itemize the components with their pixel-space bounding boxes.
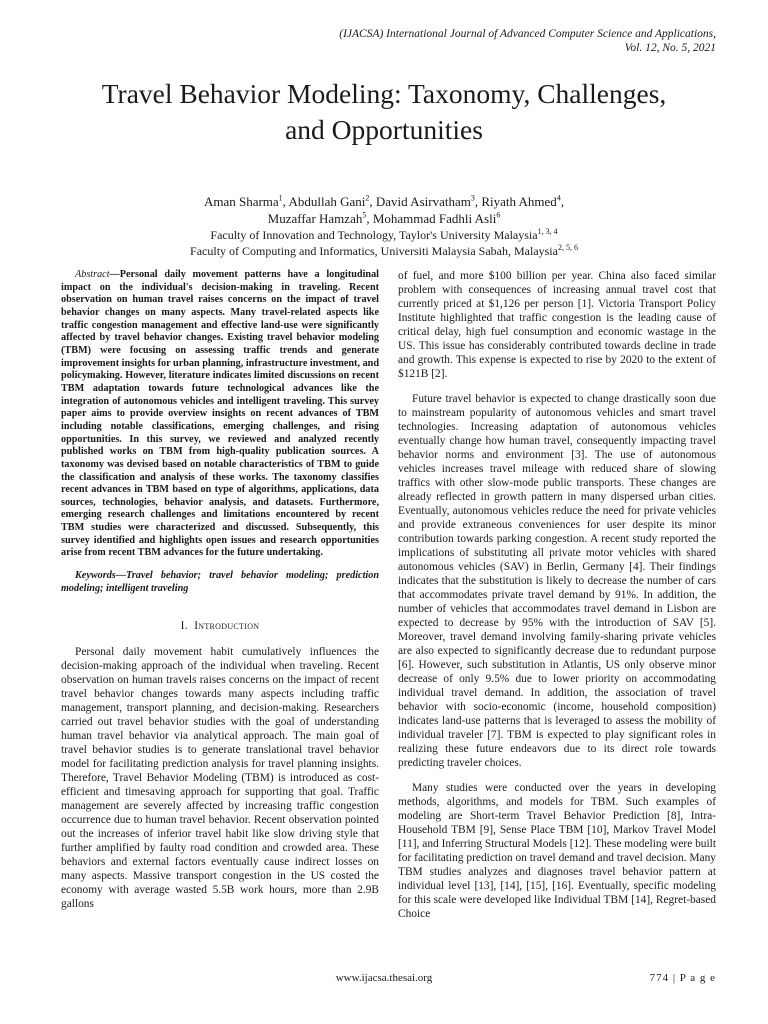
abstract [61, 269, 379, 560]
right-column [398, 269, 716, 921]
keywords: Keywords—Travel behavior; travel behavior modeling; prediction modeling; intelligent traveling [61, 570, 379, 594]
footer-url: www.ijacsa.thesai.org [335, 972, 433, 984]
body-paragraph: Personal daily movement habit cumulatively influences the decision-making approach of the individual when traveling. Recent observation on human travels raises concerns on the impact of recent travel behavior changes towards many aspects including traffic management, transport planning, and decision-making. Researchers carried out travel behavior studies with the goal of understanding human travel behavior via analytical approach. The main goal of travel behavior studies is to generate translational travel behavior model for facilitating prediction analysis for travel planning insights. Therefore, Travel Behavior Modeling (TBM) is introduced as cost-efficient and timesaving approach for supporting that goal. Traffic management are severely affected by increasing traffic congestion occurrence due to human travel behavior. Recent observation pointed out the increases of inferior travel habit like slow driving style that further amplified by faulty road condition and crowded area. These behaviors and external factors eventually cause indirect losses on many aspects. Massive transport congestion in the US costed the economy with average wasted 5.5B work hours, more than 2.9B gallons [61, 646, 379, 911]
author-sup: 1 [278, 193, 283, 203]
affiliation-sup: 2, 5, 6 [557, 243, 578, 252]
section-number: I. [180, 620, 188, 633]
author-list [60, 193, 708, 227]
journal-header [256, 27, 716, 55]
page-number: 774 | P a g e [649, 972, 716, 984]
affiliation-sup: 1, 3, 4 [537, 227, 558, 236]
body-paragraph: Future travel behavior is expected to change drastically soon due to mainstream popularity of autonomous vehicles and smart travel technologies. Increasing adaptation of autonomous vehicles eventually change how human travel, consequently impacting travel behavior norms and environment [3]. The use of autonomous vehicles increases travel mileage with reduced share of slowing traffics with other slow-mode public transports. These changes are already reflected in growth pattern in many dispersed urban cities. Eventually, autonomous vehicles reduce the need for private vehicles and provide extraneous conveniences for user despite its minor contribution towards parking congestion. A recent study reported the implications of substituting all private motor vehicles with shared autonomous vehicles (SAV) in Berlin, Germany [4]. Their findings indicates that the substitution is likely to decrease the number of cars that accommodates private travel demand by 91%. In addition, the number of vehicles that accommodates travel demand in Lisbon are expected to decrease by 95% with the introduction of SAV [5]. Moreover, travel demand involving family-sharing private vehicles are also expected to significantly decrease due to redundant purpose [6]. However, such substitution in Atlantis, US only observe minor decrease of only 9.5% due to lower priority on accommodating individual travel demand. In addition, the association of travel behavior with socio-economic (income, household composition) indicates land-use patterns that is leveraged to assess the mobility of individual traveler [7]. TBM is expected to play significant roles in realizing these future endeavors due to its direct role towards predicting traveler choices. [398, 393, 716, 769]
journal-volume: Vol. 12, No. 5, 2021 [624, 42, 716, 54]
affiliation-text: Faculty of Computing and Informatics, Universiti Malaysia Sabah, Malaysia [190, 244, 558, 258]
author-name: Abdullah Gani [288, 194, 366, 209]
author-sup: 4 [556, 193, 561, 203]
abstract-text: —Personal daily movement patterns have a longitudinal impact on the individual's decision-making in traveling. Recent observation on human travel raises concerns on the impact of travel behavior changes on many aspects. Many travel-related aspects like traffic congestion management and effective land-use were significantly affected by travel behavior changes. Existing travel behavior modeling (TBM) were focusing on assessing traffic trends and generate improvement insights for urban planning, infrastructure investment, and policymaking. However, literature indicates limited discussions on recent TBM adaptation towards future technological advances like the integration of autonomous vehicles and intelligent traveling. This survey paper aims to provide overview insights on recent advances of TBM including notable classifications, emerging challenges, and rising opportunities. In this survey, we reviewed and analyzed recently published works on TBM from high-quality publication sources. A taxonomy was devised based on notable characteristics of TBM to guide the classification and analysis of these works. The taxonomy classifies recent advances in TBM based on type of algorithms, applications, data sources, technologies, behavior analysis, and datasets. Furthermore, emerging research challenges and limitations encountered by recent TBM studies were characterized and discussed. Subsequently, this survey identified and highlights open issues and research opportunities arise from recent TBM advances for the future undertaking. [61, 269, 379, 559]
abstract-label: Abstract [75, 269, 110, 280]
author-name: Mohammad Fadhli Asli [372, 211, 497, 226]
author-sup: 2 [365, 193, 370, 203]
author-name: David Asirvatham [375, 194, 471, 209]
author-line-1: Aman Sharma$^1$, Abdullah Gani$^2$, David Asirvatham$^3$, Riyath Ahmed$^4$, [203, 193, 565, 209]
body-paragraph: Many studies were conducted over the years in developing methods, algorithms, and models for TBM. Such examples of modeling are Short-term Travel Behavior Prediction [8], Intra-Household TBM [9], Sense Place TBM [10], Markov Travel Model [11], and Inferring Structural Models [12]. These modeling were built for facilitating prediction on travel demand and travel decision. Many TBM studies analyzes and diagnoses travel behavior pattern at individual level [13], [14], [15], [16]. Eventually, specific modeling for this scale were developed like Individual TBM [14], Regret-based Choice [398, 782, 716, 920]
title-line-1: Travel Behavior Modeling: Taxonomy, Challenges, [101, 78, 667, 109]
affiliation [60, 227, 708, 243]
author-sup: 3 [470, 193, 475, 203]
author-name: Aman Sharma [203, 194, 279, 209]
author-line-2: Muzaffar Hamzah$^5$, Mohammad Fadhli Asli$^6$ [267, 210, 501, 226]
body-paragraph: of fuel, and more $100 billion per year. China also faced similar problem with consequences of increasing annual travel cost that currently priced at $1,126 per person [1]. Victoria Transport Policy Institute highlighted that traffic congestion is the leading cause of critical delay, high fuel consumption and economic wastage in the US. This issue has considerably contributed towards decline in trade and growth. This expense is expected to rise by 2020 to the extent of $121B [2]. [398, 270, 716, 380]
section-heading [61, 619, 379, 633]
title-line-2: and Opportunities [285, 114, 483, 145]
journal-name: (IJACSA) International Journal of Advanced Computer Science and Applications, [339, 28, 716, 40]
affiliation [60, 243, 708, 259]
paper-title [40, 76, 728, 148]
affiliation-list [60, 227, 708, 259]
author-name: Muzaffar Hamzah [267, 211, 363, 226]
left-column [61, 269, 379, 911]
section-title: Introduction [194, 620, 260, 633]
author-sup: 6 [496, 210, 501, 220]
affiliation-text: Faculty of Innovation and Technology, Taylor's University Malaysia [210, 228, 538, 242]
author-sup: 5 [362, 210, 367, 220]
author-name: Riyath Ahmed [481, 194, 557, 209]
